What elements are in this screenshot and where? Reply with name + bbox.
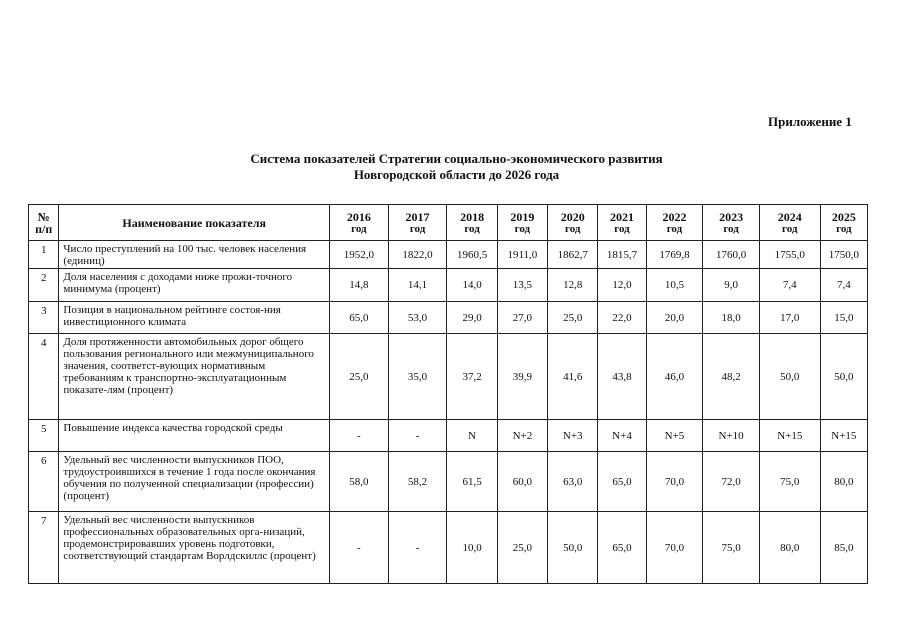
table-row xyxy=(29,269,868,302)
row-number: 4 xyxy=(29,334,59,420)
value-cell: 58,2 xyxy=(388,452,447,512)
value-cell: N+5 xyxy=(646,420,703,452)
value-cell: 1750,0 xyxy=(820,241,867,269)
header-year xyxy=(497,205,547,241)
value-cell: 80,0 xyxy=(759,512,820,584)
header-year xyxy=(759,205,820,241)
table-row xyxy=(29,334,868,420)
value-cell: 35,0 xyxy=(388,334,447,420)
year-unit: год xyxy=(564,222,581,235)
year-label: 2017 xyxy=(405,209,430,224)
value-cell: 50,0 xyxy=(548,512,598,584)
value-cell: 41,6 xyxy=(548,334,598,420)
year-label: 2016 xyxy=(346,209,371,224)
row-number: 5 xyxy=(29,420,59,452)
value-cell: 80,0 xyxy=(820,452,867,512)
value-cell: - xyxy=(329,512,388,584)
value-cell: 27,0 xyxy=(497,302,547,334)
value-cell: 7,4 xyxy=(759,269,820,302)
year-unit: год xyxy=(514,222,531,235)
header-year xyxy=(388,205,447,241)
year-label: 2020 xyxy=(560,209,585,224)
value-cell: N+3 xyxy=(548,420,598,452)
value-cell: 14,1 xyxy=(388,269,447,302)
value-cell: - xyxy=(388,420,447,452)
year-label: 2025 xyxy=(831,209,856,224)
table-row xyxy=(29,420,868,452)
indicator-name: Удельный вес численности выпускников профессиональных образовательных орга-низаций, продемонстрировавших уровень подготовки, соответствующий стандартам Ворлдскиллс (процент) xyxy=(59,512,330,584)
value-cell: 65,0 xyxy=(598,452,646,512)
year-unit: год xyxy=(351,222,367,235)
value-cell: 58,0 xyxy=(329,452,388,512)
value-cell: 1960,5 xyxy=(447,241,497,269)
value-cell: 29,0 xyxy=(447,302,497,334)
year-unit: год xyxy=(614,222,630,235)
value-cell: 65,0 xyxy=(598,512,646,584)
year-label: 2024 xyxy=(777,209,802,224)
row-number: 1 xyxy=(29,241,59,269)
table-row xyxy=(29,241,868,269)
value-cell: 75,0 xyxy=(703,512,760,584)
year-unit: год xyxy=(464,222,480,235)
value-cell: 50,0 xyxy=(759,334,820,420)
value-cell: 7,4 xyxy=(820,269,867,302)
indicator-name: Позиция в национальном рейтинге состоя-ния инвестиционного климата xyxy=(59,302,330,334)
year-label: 2023 xyxy=(719,209,744,224)
value-cell: 48,2 xyxy=(703,334,760,420)
indicator-name: Повышение индекса качества городской среды xyxy=(59,420,330,452)
row-number: 2 xyxy=(29,269,59,302)
header-num: № п/п xyxy=(29,205,59,241)
value-cell: 1769,8 xyxy=(646,241,703,269)
appendix-label: Приложение 1 xyxy=(768,114,852,129)
row-number: 7 xyxy=(29,512,59,584)
year-label: 2021 xyxy=(610,209,634,224)
value-cell: 15,0 xyxy=(820,302,867,334)
indicator-name: Доля населения с доходами ниже прожи-точного минимума (процент) xyxy=(59,269,330,302)
value-cell: 1815,7 xyxy=(598,241,646,269)
header-year xyxy=(820,205,867,241)
value-cell: 25,0 xyxy=(548,302,598,334)
value-cell: 10,5 xyxy=(646,269,703,302)
value-cell: 1952,0 xyxy=(329,241,388,269)
header-year xyxy=(447,205,497,241)
value-cell: 18,0 xyxy=(703,302,760,334)
value-cell: N+15 xyxy=(820,420,867,452)
header-year xyxy=(598,205,646,241)
document-title xyxy=(0,151,905,183)
value-cell: N xyxy=(447,420,497,452)
header-name: Наименование показателя xyxy=(59,205,330,241)
value-cell: 9,0 xyxy=(703,269,760,302)
value-cell: 70,0 xyxy=(646,452,703,512)
value-cell: 13,5 xyxy=(497,269,547,302)
value-cell: 85,0 xyxy=(820,512,867,584)
value-cell: 12,8 xyxy=(548,269,598,302)
value-cell: 1760,0 xyxy=(703,241,760,269)
value-cell: 70,0 xyxy=(646,512,703,584)
row-number: 3 xyxy=(29,302,59,334)
value-cell: 46,0 xyxy=(646,334,703,420)
year-unit: год xyxy=(723,222,739,235)
value-cell: 72,0 xyxy=(703,452,760,512)
value-cell: - xyxy=(329,420,388,452)
value-cell: 14,0 xyxy=(447,269,497,302)
value-cell: 61,5 xyxy=(447,452,497,512)
value-cell: 14,8 xyxy=(329,269,388,302)
year-unit: год xyxy=(409,222,426,235)
value-cell: N+15 xyxy=(759,420,820,452)
header-year xyxy=(703,205,760,241)
value-cell: 17,0 xyxy=(759,302,820,334)
value-cell: 22,0 xyxy=(598,302,646,334)
value-cell: 20,0 xyxy=(646,302,703,334)
table-header-row xyxy=(29,205,868,241)
value-cell: 1862,7 xyxy=(548,241,598,269)
value-cell: N+10 xyxy=(703,420,760,452)
indicator-name: Число преступлений на 100 тыс. человек населения (единиц) xyxy=(59,241,330,269)
indicators-table xyxy=(28,204,868,584)
value-cell: 65,0 xyxy=(329,302,388,334)
year-unit: год xyxy=(666,222,683,235)
title-line-2: Новгородской области до 2026 года xyxy=(353,167,560,182)
value-cell: 60,0 xyxy=(497,452,547,512)
year-label: 2022 xyxy=(662,209,687,224)
value-cell: N+4 xyxy=(598,420,646,452)
indicator-name: Доля протяженности автомобильных дорог общего пользования регионального или межмуниципального значения, соответст-вующих нормативным требованиям к транспортно-эксплуатационным показате-лям (процент) xyxy=(59,334,330,420)
year-label: 2019 xyxy=(510,209,535,224)
year-label: 2018 xyxy=(460,209,485,224)
value-cell: 25,0 xyxy=(497,512,547,584)
value-cell: 12,0 xyxy=(598,269,646,302)
value-cell: 53,0 xyxy=(388,302,447,334)
value-cell: 63,0 xyxy=(548,452,598,512)
value-cell: 10,0 xyxy=(447,512,497,584)
year-unit: год xyxy=(836,222,852,235)
value-cell: 39,9 xyxy=(497,334,547,420)
value-cell: - xyxy=(388,512,447,584)
value-cell: 1755,0 xyxy=(759,241,820,269)
value-cell: 37,2 xyxy=(447,334,497,420)
table-row xyxy=(29,302,868,334)
header-year xyxy=(548,205,598,241)
title-line-1: Система показателей Стратегии социально-экономического развития xyxy=(250,151,663,166)
value-cell: N+2 xyxy=(497,420,547,452)
header-year xyxy=(329,205,388,241)
value-cell: 1911,0 xyxy=(497,241,547,269)
value-cell: 75,0 xyxy=(759,452,820,512)
row-number: 6 xyxy=(29,452,59,512)
value-cell: 50,0 xyxy=(820,334,867,420)
value-cell: 25,0 xyxy=(329,334,388,420)
header-year xyxy=(646,205,703,241)
indicator-name: Удельный вес численности выпускников ПОО, трудоустроившихся в течение 1 года после окончания обучения по полученной специализации (профессии) (процент) xyxy=(59,452,330,512)
value-cell: 1822,0 xyxy=(388,241,447,269)
value-cell: 43,8 xyxy=(598,334,646,420)
table-row xyxy=(29,452,868,512)
year-unit: год xyxy=(782,222,798,235)
table-row xyxy=(29,512,868,584)
